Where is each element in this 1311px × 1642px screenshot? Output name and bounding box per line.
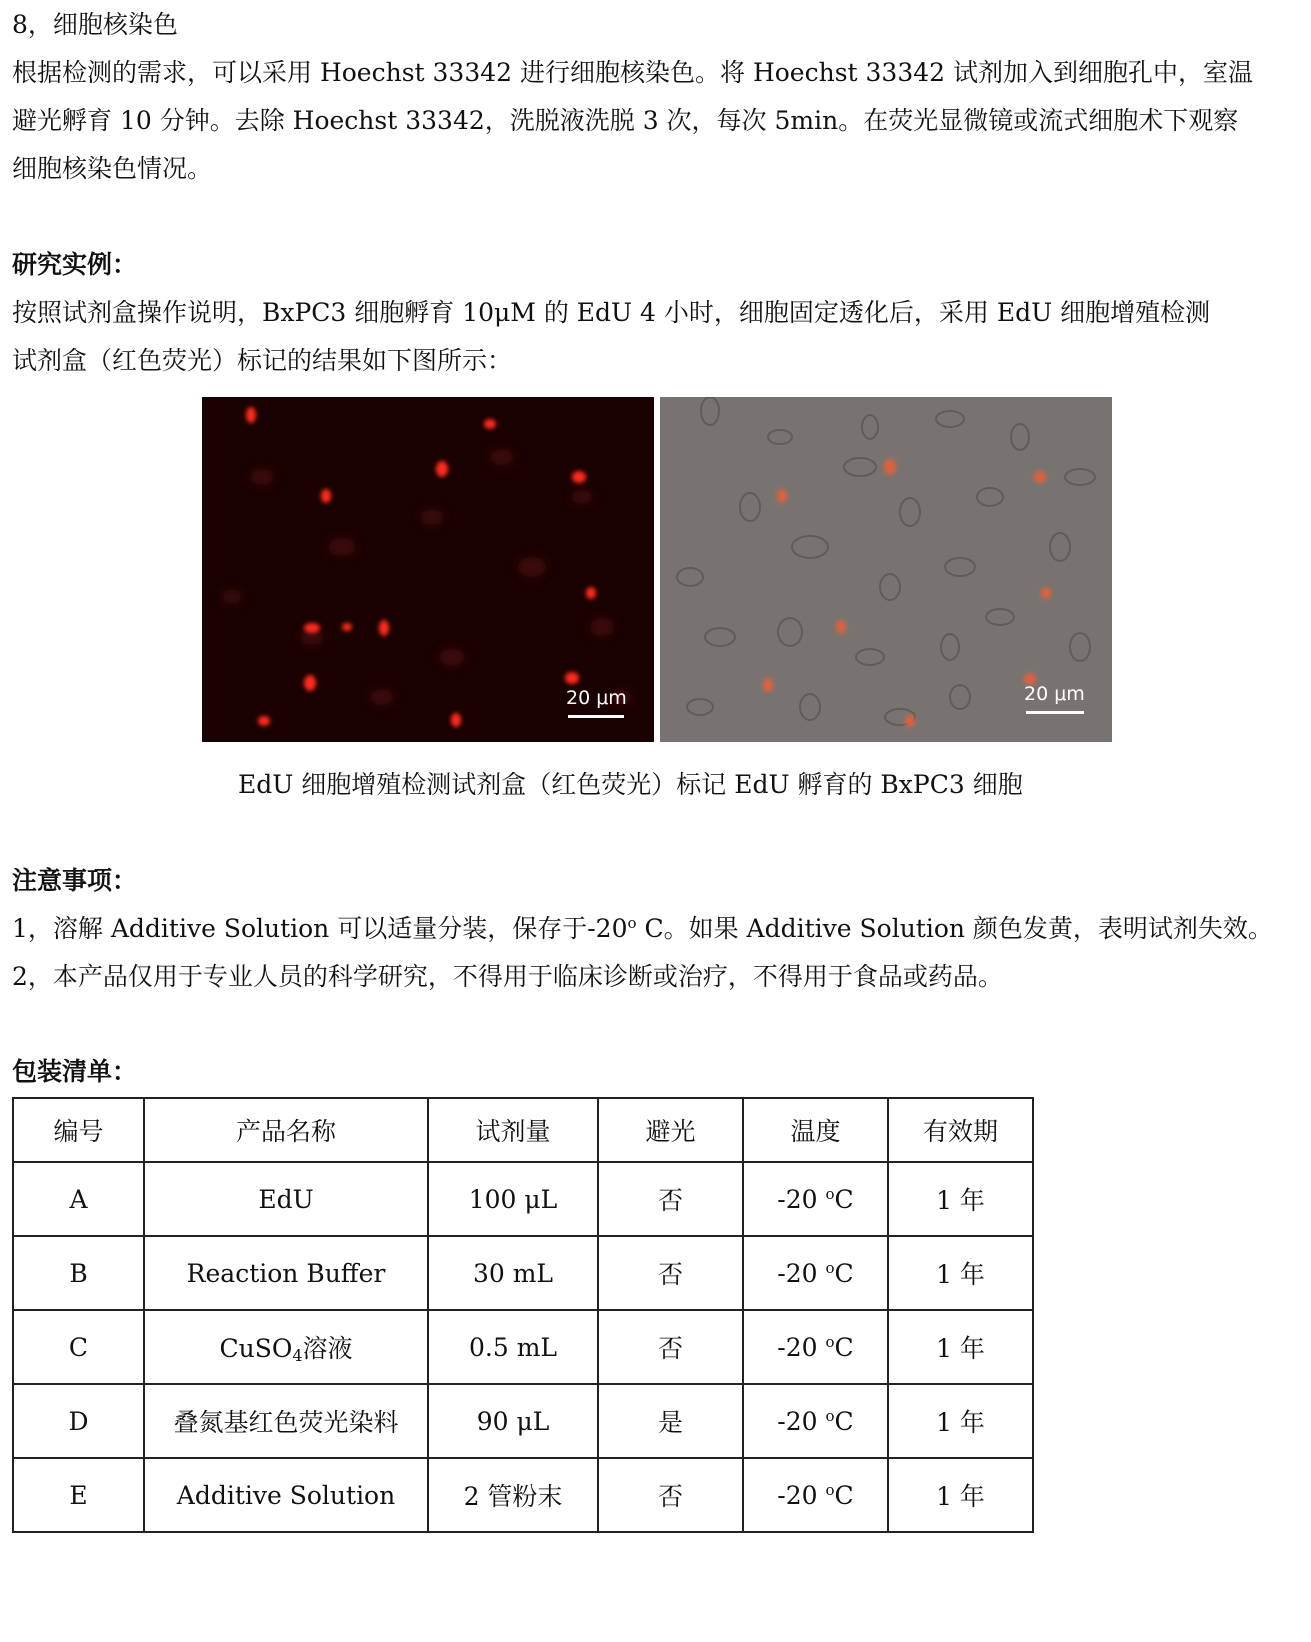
left-scale-bar: [568, 715, 624, 718]
packing-table: [12, 1097, 1034, 1533]
table-row: [13, 1236, 1033, 1310]
temp-cell: -20 $^o$C: [743, 1458, 888, 1532]
merged-image: [660, 397, 1112, 742]
temp-cell: -20 $^o$C: [743, 1310, 888, 1384]
right-scale-bar: [1026, 711, 1084, 714]
temp-cell: -20 $^o$C: [743, 1236, 888, 1310]
shelf-cell: 1 年: [888, 1162, 1033, 1236]
id-cell: A: [13, 1162, 144, 1236]
example-line-2: 试剂盒（红色荧光）标记的结果如下图所示：: [12, 346, 513, 375]
example-heading: 研究实例：: [12, 250, 138, 279]
name-cell: Additive Solution: [144, 1458, 428, 1532]
table-row: [13, 1162, 1033, 1236]
light-cell: 否: [598, 1310, 743, 1384]
amount-cell: 2 管粉末: [428, 1458, 598, 1532]
notes-heading: 注意事项：: [12, 866, 138, 895]
name-cell: 叠氮基红色荧光染料: [144, 1384, 428, 1458]
section-8-line-3: 细胞核染色情况。: [12, 154, 213, 183]
amount-cell: 100 μL: [428, 1162, 598, 1236]
section-8-heading: 8，细胞核染色: [12, 10, 178, 39]
notes-line-2: 2，本产品仅用于专业人员的科学研究，不得用于临床诊断或治疗，不得用于食品或药品。: [12, 962, 1003, 991]
temp-cell: -20 $^o$C: [743, 1162, 888, 1236]
shelf-cell: 1 年: [888, 1310, 1033, 1384]
light-cell: 是: [598, 1384, 743, 1458]
table-row: [13, 1458, 1033, 1532]
header-cell: 产品名称: [144, 1098, 428, 1162]
left-scale-label: 20 μm: [566, 687, 627, 709]
id-cell: D: [13, 1384, 144, 1458]
amount-cell: 0.5 mL: [428, 1310, 598, 1384]
section-8-line-1: 根据检测的需求，可以采用 Hoechst 33342 进行细胞核染色。将 Hoechst 33342 试剂加入到细胞孔中，室温: [12, 58, 1253, 87]
id-cell: B: [13, 1236, 144, 1310]
light-cell: 否: [598, 1236, 743, 1310]
section-8-line-2: 避光孵育 10 分钟。去除 Hoechst 33342，洗脱液洗脱 3 次，每次 5min。在荧光显微镜或流式细胞术下观察: [12, 106, 1239, 135]
header-cell: 有效期: [888, 1098, 1033, 1162]
figure-caption: EdU 细胞增殖检测试剂盒（红色荧光）标记 EdU 孵育的 BxPC3 细胞: [238, 770, 1023, 799]
packing-heading: 包装清单：: [12, 1057, 138, 1086]
header-cell: 避光: [598, 1098, 743, 1162]
fluorescence-image: [202, 397, 654, 742]
id-cell: E: [13, 1458, 144, 1532]
name-cell: Reaction Buffer: [144, 1236, 428, 1310]
amount-cell: 90 μL: [428, 1384, 598, 1458]
name-cell: EdU: [144, 1162, 428, 1236]
right-scale-label: 20 μm: [1024, 683, 1085, 705]
light-cell: 否: [598, 1458, 743, 1532]
amount-cell: 30 mL: [428, 1236, 598, 1310]
example-line-1: 按照试剂盒操作说明，BxPC3 细胞孵育 10μM 的 EdU 4 小时，细胞固定透化后，采用 EdU 细胞增殖检测: [12, 298, 1211, 327]
table-row: [13, 1384, 1033, 1458]
notes-line-1: 1，溶解 Additive Solution 可以适量分装，保存于-20$^o$ C。如果 Additive Solution 颜色发黄，表明试剂失效。: [12, 914, 1273, 943]
id-cell: C: [13, 1310, 144, 1384]
header-cell: 编号: [13, 1098, 144, 1162]
name-cell: CuSO$_4$溶液: [144, 1310, 428, 1384]
shelf-cell: 1 年: [888, 1236, 1033, 1310]
table-row: [13, 1310, 1033, 1384]
table-header-row: [13, 1098, 1033, 1162]
temp-cell: -20 $^o$C: [743, 1384, 888, 1458]
shelf-cell: 1 年: [888, 1458, 1033, 1532]
light-cell: 否: [598, 1162, 743, 1236]
shelf-cell: 1 年: [888, 1384, 1033, 1458]
header-cell: 试剂量: [428, 1098, 598, 1162]
header-cell: 温度: [743, 1098, 888, 1162]
